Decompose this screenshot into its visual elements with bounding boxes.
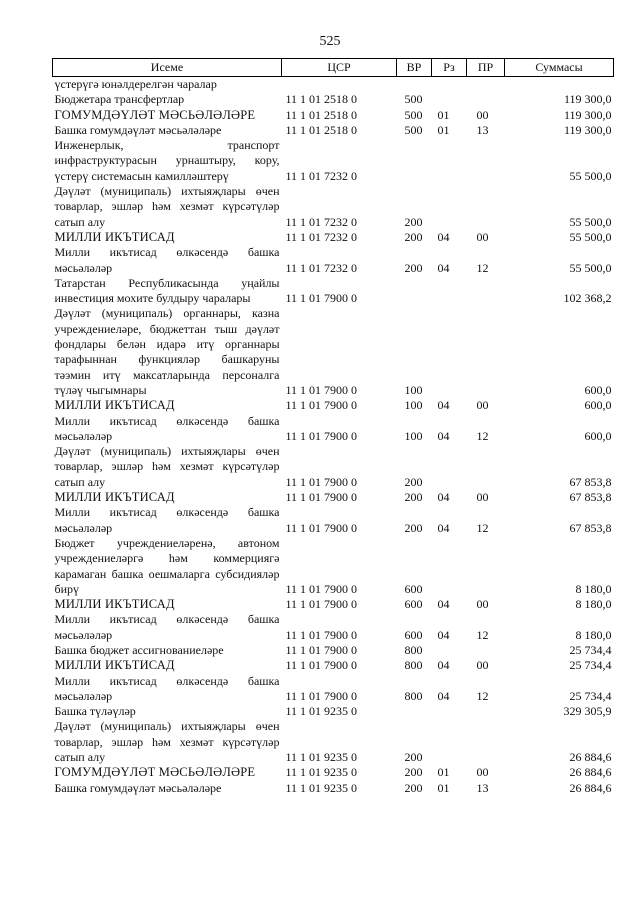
table-row xyxy=(53,765,614,780)
cell-csr: 11 1 01 7900 0 xyxy=(285,520,358,535)
cell-sum xyxy=(505,77,614,93)
cell-csr: 11 1 01 7900 0 xyxy=(285,474,358,489)
header-name: Исеме xyxy=(53,59,282,77)
cell-vr: 200 xyxy=(404,520,423,535)
cell-name: МИЛЛИ ИКЪТИСАД xyxy=(54,229,175,244)
table-row xyxy=(53,92,614,107)
cell-sum: 26 884,6 xyxy=(569,765,612,780)
table-row xyxy=(53,658,614,673)
cell-name: Башка түләүләр xyxy=(54,704,136,719)
cell-rz: 04 xyxy=(437,627,450,642)
cell-vr: 200 xyxy=(404,780,423,795)
cell-rz: 01 xyxy=(437,765,450,780)
cell-rz xyxy=(432,704,467,719)
cell-csr: 11 1 01 7900 0 xyxy=(285,291,358,306)
cell-name: Дәүләт (муниципаль) ихтыяҗлары өчен товарлар, эшләр һәм хезмәт күрсәтүләр сатып алу xyxy=(54,444,280,489)
cell-sum: 600,0 xyxy=(584,428,612,443)
cell-sum: 119 300,0 xyxy=(563,92,612,107)
cell-pr: 00 xyxy=(476,765,489,780)
cell-rz xyxy=(432,92,467,107)
table-row xyxy=(53,490,614,505)
table-row xyxy=(53,612,614,643)
header-sum: Суммасы xyxy=(505,59,614,77)
cell-pr xyxy=(467,704,505,719)
cell-csr: 11 1 01 7900 0 xyxy=(285,597,358,612)
cell-sum: 8 180,0 xyxy=(575,581,612,596)
table-row xyxy=(53,184,614,230)
cell-pr xyxy=(467,306,505,398)
cell-pr: 13 xyxy=(476,122,489,137)
cell-vr xyxy=(397,276,432,307)
cell-pr: 12 xyxy=(476,688,489,703)
cell-name: МИЛЛИ ИКЪТИСАД xyxy=(54,658,175,673)
cell-pr: 12 xyxy=(476,260,489,275)
cell-csr: 11 1 01 9235 0 xyxy=(285,750,358,765)
cell-rz: 04 xyxy=(437,658,450,673)
cell-vr: 500 xyxy=(404,92,423,107)
cell-name: Башка гомумдәүләт мәсьәләләре xyxy=(54,122,222,137)
cell-pr xyxy=(467,184,505,230)
cell-csr: 11 1 01 7900 0 xyxy=(285,382,358,397)
header-pr: ПР xyxy=(467,59,505,77)
cell-name: МИЛЛИ ИКЪТИСАД xyxy=(54,597,175,612)
cell-rz xyxy=(432,306,467,398)
cell-csr: 11 1 01 7900 0 xyxy=(285,428,358,443)
cell-sum: 26 884,6 xyxy=(569,780,612,795)
cell-rz xyxy=(432,719,467,765)
cell-name: Дәүләт (муниципаль) ихтыяҗлары өчен товарлар, эшләр һәм хезмәт күрсәтүләр сатып алу xyxy=(54,184,280,229)
table-row xyxy=(53,276,614,307)
cell-rz: 01 xyxy=(437,780,450,795)
cell-pr xyxy=(467,719,505,765)
cell-pr: 00 xyxy=(476,107,489,122)
cell-name: МИЛЛИ ИКЪТИСАД xyxy=(54,398,175,413)
table-body xyxy=(53,77,614,796)
cell-pr: 12 xyxy=(476,428,489,443)
cell-vr: 100 xyxy=(404,428,423,443)
table-row xyxy=(53,230,614,245)
cell-csr: 11 1 01 2518 0 xyxy=(285,92,358,107)
cell-vr: 200 xyxy=(404,229,423,244)
cell-rz: 04 xyxy=(437,688,450,703)
table-header-row xyxy=(53,59,614,77)
cell-pr xyxy=(467,92,505,107)
cell-vr: 200 xyxy=(404,214,423,229)
cell-name: Милли икътисад өлкәсендә башка мәсьәләләр xyxy=(54,673,280,703)
cell-csr: 11 1 01 2518 0 xyxy=(285,107,358,122)
cell-pr: 12 xyxy=(476,520,489,535)
cell-pr: 00 xyxy=(476,490,489,505)
cell-pr xyxy=(467,77,505,93)
table-row xyxy=(53,536,614,597)
cell-sum: 8 180,0 xyxy=(575,597,612,612)
cell-vr: 200 xyxy=(404,490,423,505)
cell-rz: 01 xyxy=(437,122,450,137)
cell-pr: 12 xyxy=(476,627,489,642)
cell-csr: 11 1 01 7232 0 xyxy=(285,214,358,229)
cell-sum: 600,0 xyxy=(584,382,612,397)
table-row xyxy=(53,444,614,490)
cell-csr: 11 1 01 9235 0 xyxy=(285,704,358,719)
cell-csr: 11 1 01 7900 0 xyxy=(285,688,358,703)
header-rz: Рз xyxy=(432,59,467,77)
cell-sum: 25 734,4 xyxy=(569,658,612,673)
cell-csr: 11 1 01 2518 0 xyxy=(285,122,358,137)
cell-name: Дәүләт (муниципаль) органнары, казна учреждениеләре, бюджеттан тыш дәүләт фондлары белән идарә итү органнары тарафыннан функцияләр башкаруны тәэмин итү максатларында персоналга түләү чыгымнары xyxy=(54,306,280,397)
table-row xyxy=(53,414,614,445)
table-row xyxy=(53,138,614,184)
cell-vr: 500 xyxy=(404,122,423,137)
cell-rz: 01 xyxy=(437,107,450,122)
cell-csr: 11 1 01 7900 0 xyxy=(285,581,358,596)
table-row xyxy=(53,77,614,93)
cell-vr: 100 xyxy=(404,398,423,413)
page-number: 525 xyxy=(319,34,341,49)
cell-pr xyxy=(467,138,505,184)
cell-rz: 04 xyxy=(437,597,450,612)
cell-sum: 55 500,0 xyxy=(569,260,612,275)
cell-sum: 119 300,0 xyxy=(563,107,612,122)
table-row xyxy=(53,674,614,705)
cell-name: Бюджетара трансфертлар xyxy=(54,92,185,107)
cell-pr xyxy=(467,276,505,307)
table-row xyxy=(53,704,614,719)
cell-vr xyxy=(397,77,432,93)
table-row xyxy=(53,597,614,612)
table-row xyxy=(53,306,614,398)
table-row xyxy=(53,505,614,536)
cell-pr: 00 xyxy=(476,229,489,244)
cell-name: Башка гомумдәүләт мәсьәләләре xyxy=(54,780,222,795)
cell-sum: 25 734,4 xyxy=(569,642,612,657)
cell-vr: 600 xyxy=(404,597,423,612)
cell-sum: 67 853,8 xyxy=(569,474,612,489)
cell-name: үстерүгә юнәлдерелгән чаралар xyxy=(54,77,217,91)
cell-name: Инженерлык, транспорт инфраструктурасын урнаштыру, кору, үстерү системасын камилләштерү xyxy=(54,138,280,183)
cell-sum: 329 305,9 xyxy=(563,704,612,719)
cell-name: Милли икътисад өлкәсендә башка мәсьәләләр xyxy=(54,245,280,275)
cell-rz: 04 xyxy=(437,398,450,413)
cell-rz xyxy=(432,184,467,230)
cell-sum: 55 500,0 xyxy=(569,229,612,244)
cell-name: Бюджет учреждениеләренә, автоном учреждениеләргә һәм коммерциягә карамаган башка оешмаларга субсидияләр бирү xyxy=(54,535,280,596)
cell-pr xyxy=(467,643,505,658)
cell-csr: 11 1 01 7232 0 xyxy=(285,260,358,275)
cell-vr xyxy=(397,138,432,184)
cell-csr: 11 1 01 9235 0 xyxy=(285,765,358,780)
cell-csr: 11 1 01 7900 0 xyxy=(285,490,358,505)
table-row xyxy=(53,781,614,796)
cell-pr xyxy=(467,444,505,490)
cell-rz xyxy=(432,77,467,93)
table-row xyxy=(53,398,614,413)
cell-name: Милли икътисад өлкәсендә башка мәсьәләләр xyxy=(54,612,280,642)
table-row xyxy=(53,719,614,765)
cell-sum: 55 500,0 xyxy=(569,168,612,183)
cell-csr: 11 1 01 7900 0 xyxy=(285,642,358,657)
cell-sum: 55 500,0 xyxy=(569,214,612,229)
cell-csr: 11 1 01 7232 0 xyxy=(285,168,358,183)
cell-vr: 200 xyxy=(404,750,423,765)
cell-sum: 26 884,6 xyxy=(569,750,612,765)
cell-name: Башка бюджет ассигнованиеләре xyxy=(54,642,224,657)
cell-name: ГОМУМДӘҮЛӘТ МӘСЬӘЛӘЛӘРЕ xyxy=(54,765,256,780)
cell-vr: 800 xyxy=(404,688,423,703)
cell-rz xyxy=(432,138,467,184)
cell-sum: 600,0 xyxy=(584,398,612,413)
cell-name: ГОМУМДӘҮЛӘТ МӘСЬӘЛӘЛӘРЕ xyxy=(54,107,256,122)
cell-pr: 13 xyxy=(476,780,489,795)
cell-rz: 04 xyxy=(437,520,450,535)
cell-rz: 04 xyxy=(437,428,450,443)
cell-name: Дәүләт (муниципаль) ихтыяҗлары өчен товарлар, эшләр һәм хезмәт күрсәтүләр сатып алу xyxy=(54,719,280,765)
cell-rz xyxy=(432,276,467,307)
cell-vr: 200 xyxy=(404,260,423,275)
cell-sum: 102 368,2 xyxy=(563,291,612,306)
cell-rz: 04 xyxy=(437,260,450,275)
cell-rz xyxy=(432,643,467,658)
cell-name: Милли икътисад өлкәсендә башка мәсьәләләр xyxy=(54,413,280,443)
cell-vr xyxy=(397,704,432,719)
cell-vr: 200 xyxy=(404,765,423,780)
cell-vr: 100 xyxy=(404,382,423,397)
header-vr: ВР xyxy=(397,59,432,77)
cell-pr: 00 xyxy=(476,398,489,413)
cell-pr xyxy=(467,536,505,597)
cell-rz xyxy=(432,444,467,490)
cell-csr xyxy=(282,77,397,93)
cell-sum: 25 734,4 xyxy=(569,688,612,703)
cell-pr: 00 xyxy=(476,597,489,612)
cell-csr: 11 1 01 7900 0 xyxy=(285,627,358,642)
cell-csr: 11 1 01 9235 0 xyxy=(285,780,358,795)
cell-sum: 67 853,8 xyxy=(569,520,612,535)
cell-name: МИЛЛИ ИКЪТИСАД xyxy=(54,490,175,505)
cell-name: Милли икътисад өлкәсендә башка мәсьәләләр xyxy=(54,505,280,535)
cell-sum: 67 853,8 xyxy=(569,490,612,505)
table-row xyxy=(53,245,614,276)
cell-sum: 119 300,0 xyxy=(563,122,612,137)
table-row xyxy=(53,123,614,138)
cell-name: Татарстан Республикасында уңайлы инвестиция мохите булдыру чаралары xyxy=(54,275,280,306)
cell-rz xyxy=(432,536,467,597)
cell-vr: 500 xyxy=(404,107,423,122)
cell-vr: 600 xyxy=(404,581,423,596)
cell-vr: 600 xyxy=(404,627,423,642)
cell-vr: 800 xyxy=(404,658,423,673)
cell-rz: 04 xyxy=(437,229,450,244)
cell-csr: 11 1 01 7232 0 xyxy=(285,229,358,244)
table-row xyxy=(53,108,614,123)
cell-vr: 800 xyxy=(404,642,423,657)
cell-csr: 11 1 01 7900 0 xyxy=(285,398,358,413)
cell-sum: 8 180,0 xyxy=(575,627,612,642)
cell-csr: 11 1 01 7900 0 xyxy=(285,658,358,673)
header-csr: ЦСР xyxy=(282,59,397,77)
budget-table xyxy=(52,58,614,796)
cell-pr: 00 xyxy=(476,658,489,673)
cell-vr: 200 xyxy=(404,474,423,489)
table-row xyxy=(53,643,614,658)
cell-rz: 04 xyxy=(437,490,450,505)
